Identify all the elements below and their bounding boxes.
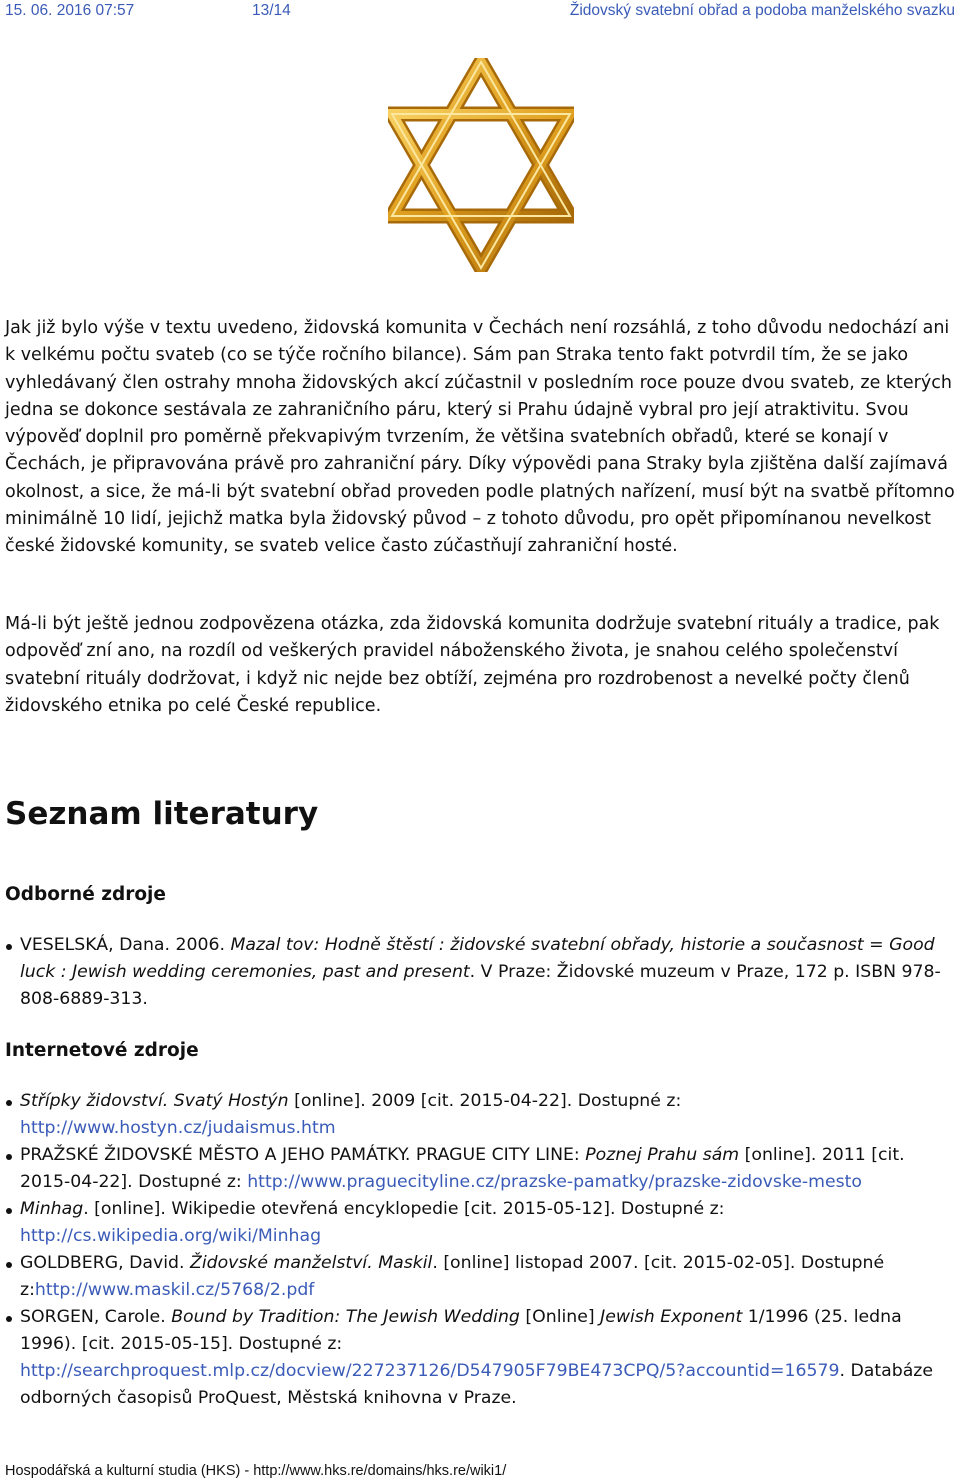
page-number: 13/14: [252, 2, 291, 19]
page-header: [5, 2, 955, 22]
reference-title: Mazal tov: Hodně štěstí : židovské svatební obřady, historie a současnost = Good luck : Jewish wedding ceremonies, past and present: [20, 935, 935, 982]
print-date: 15. 06. 2016 07:57: [5, 2, 135, 19]
reference-link[interactable]: http://www.hostyn.cz/judaismus.htm: [20, 1118, 336, 1138]
subsection-heading: Odborné zdroje: [5, 884, 166, 905]
body-paragraph: Má-li být ještě jednou zodpovězena otázka, zda židovská komunita dodržuje svatební rituály a tradice, pak odpověď zní ano, na rozdíl od veškerých pravidel náboženského života, je snahou celého společenství svatební rituály dodržovat, i když nic nejde bez obtíží, zejména pro rozdrobenost a nevelké počty členů židovského etnika po celé České republice.: [5, 614, 940, 716]
journal-title: Jewish Exponent: [600, 1307, 743, 1327]
list-item: GOLDBERG, David. Židovské manželství. Maskil. [online] listopad 2007. [cit. 2015-02-05]. Dostupné z:http://www.maskil.cz/5768/2.pdf: [0, 1250, 955, 1304]
list-item: PRAŽSKÉ ŽIDOVSKÉ MĚSTO A JEHO PAMÁTKY. PRAGUE CITY LINE: Poznej Prahu sám [online]. 2011 [cit. 2015-04-22]. Dostupné z: http://www.praguecityline.cz/prazske-pamatky/prazske-zidovske-mesto: [0, 1142, 955, 1196]
list-item: Minhag. [online]. Wikipedie otevřená encyklopedie [cit. 2015-05-12]. Dostupné z: http://cs.wikipedia.org/wiki/Minhag: [0, 1196, 955, 1250]
reference-title: Minhag: [20, 1199, 84, 1219]
list-item: SORGEN, Carole. Bound by Tradition: The Jewish Wedding [Online] Jewish Exponent 1/1996 (25. ledna 1996). [cit. 2015-05-15]. Dostupné z: http://searchproquest.mlp.cz/docview/227237126/D547905F79BE473CPQ/5?accountid=16579. Databáze odborných časopisů ProQuest, Městská knihovna v Praze.: [0, 1304, 955, 1412]
page-footer: Hospodářská a kulturní studia (HKS) - http://www.hks.re/domains/hks.re/wiki1/: [5, 1463, 507, 1479]
reference-link[interactable]: http://cs.wikipedia.org/wiki/Minhag: [20, 1226, 322, 1246]
document-title: Židovský svatební obřad a podoba manželského svazku: [569, 2, 955, 19]
reference-list: [0, 1088, 955, 1412]
reference-title: Poznej Prahu sám: [585, 1145, 740, 1165]
list-item: VESELSKÁ, Dana. 2006. Mazal tov: Hodně štěstí : židovské svatební obřady, historie a současnost = Good luck : Jewish wedding ceremonies, past and present. V Praze: Židovské muzeum v Praze, 172 p. ISBN 978-808-6889-313.: [0, 932, 955, 1013]
star-of-david-icon: [388, 58, 574, 272]
reference-link[interactable]: http://www.maskil.cz/5768/2.pdf: [34, 1280, 315, 1300]
reference-title: Střípky židovství. Svatý Hostýn: [20, 1091, 289, 1111]
reference-title: Židovské manželství. Maskil: [189, 1253, 433, 1273]
reference-title: Bound by Tradition: The Jewish Wedding: [171, 1307, 520, 1327]
section-heading: Seznam literatury: [5, 796, 319, 832]
reference-link[interactable]: http://searchproquest.mlp.cz/docview/227237126/D547905F79BE473CPQ/5?accountid=16579: [20, 1361, 840, 1381]
list-item: Střípky židovství. Svatý Hostýn [online]. 2009 [cit. 2015-04-22]. Dostupné z: http://www.hostyn.cz/judaismus.htm: [0, 1088, 955, 1142]
body-paragraph: Jak již bylo výše v textu uvedeno, židovská komunita v Čechách není rozsáhlá, z toho důvodu nedochází ani k velkému počtu svateb (co se týče ročního bilance). Sám pan Straka tento fakt potvrdil tím, že se jako vyhledávaný člen ostrahy mnoha židovských akcí zúčastnil v posledním roce pouze dvou svateb, ze kterých jedna se dokonce sestávala ze zahraničního páru, který si Prahu údajně vybral pro její atraktivitu. Svou výpověď doplnil pro poměrně překvapivým tvrzením, že většina svatebních obřadů, které se konají v Čechách, je připravována právě pro zahraniční páry. Díky výpovědi pana Straky byla zjištěna další zajímavá okolnost, a sice, že má-li být svatební obřad proveden podle platných nařízení, musí být na svatbě přítomno minimálně 10 lidí, jejichž matka byla židovský původ – z tohoto důvodu, pro opět připomínanou nevelkost české židovské komunity, se svateb velice často zúčastňují zahraniční hosté.: [5, 318, 955, 557]
reference-link[interactable]: http://www.praguecityline.cz/prazske-pamatky/prazske-zidovske-mesto: [247, 1172, 862, 1192]
reference-list: [0, 932, 955, 1013]
subsection-heading: Internetové zdroje: [5, 1040, 199, 1061]
